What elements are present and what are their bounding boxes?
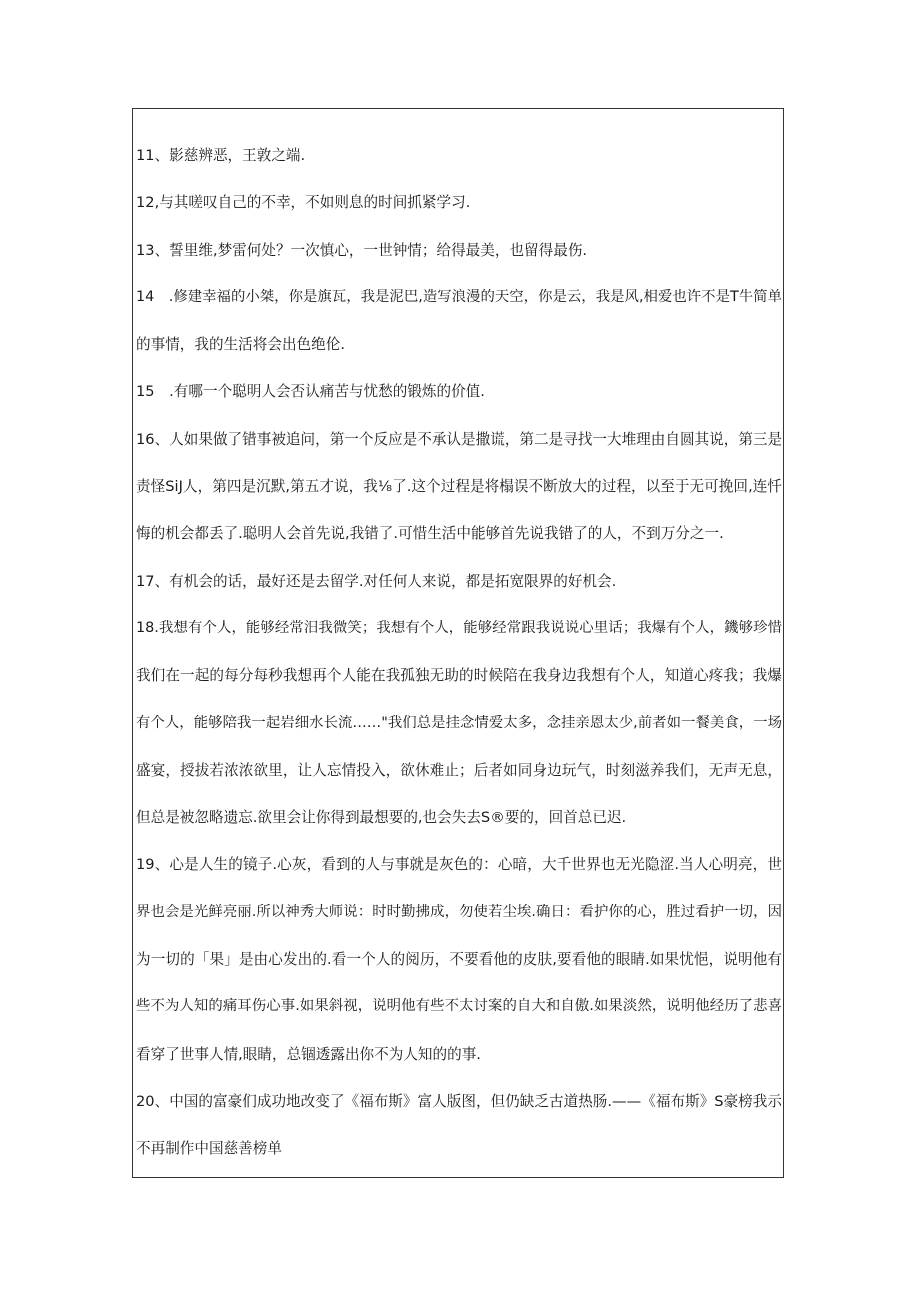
text-line: 责怪SiJ人，第四是沉默,第五才说，我⅛了.这个过程是将榻误不断放大的过程，以至于无可挽回,连忏 [136, 478, 782, 496]
text-line: 的事情，我的生活将会出色绝伦. [136, 336, 345, 354]
text-line: 11、影慈辨恶，王敦之端. [136, 147, 306, 164]
text-line: 但总是被忽略遗忘.欲里会让你得到最想要的,也会失去S®要的，回首总已迟. [136, 809, 627, 827]
text-line: 不再制作中国慈善榜单 [136, 1140, 282, 1158]
text-line: 为一切的「果」是由心发出的.看一个人的阅历，不要看他的皮肤,要看他的眼睛.如果忧悒，说明他有 [136, 951, 782, 969]
text-line: 15 .有哪一个聪明人会否认痛苦与忧愁的锻炼的价值. [136, 383, 485, 401]
text-block [136, 132, 782, 1173]
text-line: 16、人如果做了错事被追问，第一个反应是不承认是撒谎，第二是寻找一大堆理由自圆其说，第三是 [136, 430, 783, 448]
text-line: 我们在一起的每分每秒我想再个人能在我孤独无助的时候陪在我身边我想有个人，知道心疼我；我爆 [136, 667, 782, 685]
text-line: 有个人，能够陪我一起岩细水长流……"我们总是挂念情爱太多，念挂亲恩太少,前者如一餐美食，一场 [136, 714, 782, 731]
text-line: 盛宴，授拔若浓浓欲里，让人忘情投入，欲休难止；后者如同身边玩气，时刻滋养我们，无声无息， [136, 761, 782, 779]
text-line: 20、中国的富豪们成功地改变了《福布斯》富人版图，但仍缺乏古道热肠.——《福布斯》S豪榜我示 [136, 1092, 782, 1110]
page-frame [132, 108, 784, 1178]
text-line: 13、誓里维,梦雷何处？一次慎心，一世钟情；给得最美，也留得最伤. [136, 241, 588, 259]
text-line: 17、有机会的话，最好还是去留学.对任何人来说，都是拓宽限界的好机会. [136, 572, 617, 590]
text-line: 19、心是人生的镜子.心灰，看到的人与事就是灰色的：心暗，大千世界也无光隐涩.当人心明亮，世 [136, 856, 782, 874]
text-line: 悔的机会都丢了.聪明人会首先说,我错了.可惜生活中能够首先说我错了的人，不到万分之一. [136, 525, 724, 543]
text-line: 看穿了世事人情,眼睛，总锢透露出你不为人知的的事. [136, 1045, 481, 1063]
text-line: 18.我想有个人，能够经常汨我微笑；我想有个人，能够经常跟我说说心里话；我爆有个人，鐖够珍惜 [136, 619, 782, 636]
text-line: 14 .修建幸福的小桀，你是旗瓦，我是泥巴,造写浪漫的天空，你是云，我是风,相爱也许不是T牛简单 [136, 288, 782, 305]
text-line: 12,与其嗟叹自己的不幸，不如则息的时间抓紧学习. [136, 194, 471, 212]
text-line: 些不为人知的痛耳伤心事.如果斜视，说明他有些不太讨案的自大和自傲.如果淡然，说明他经历了悲喜 [136, 998, 782, 1015]
text-line: 界也会是光鲜亮丽.所以神秀大师说：时时勤拂成，勿使若尘埃.确日：看护你的心，胜过看护一切，因 [136, 903, 782, 920]
